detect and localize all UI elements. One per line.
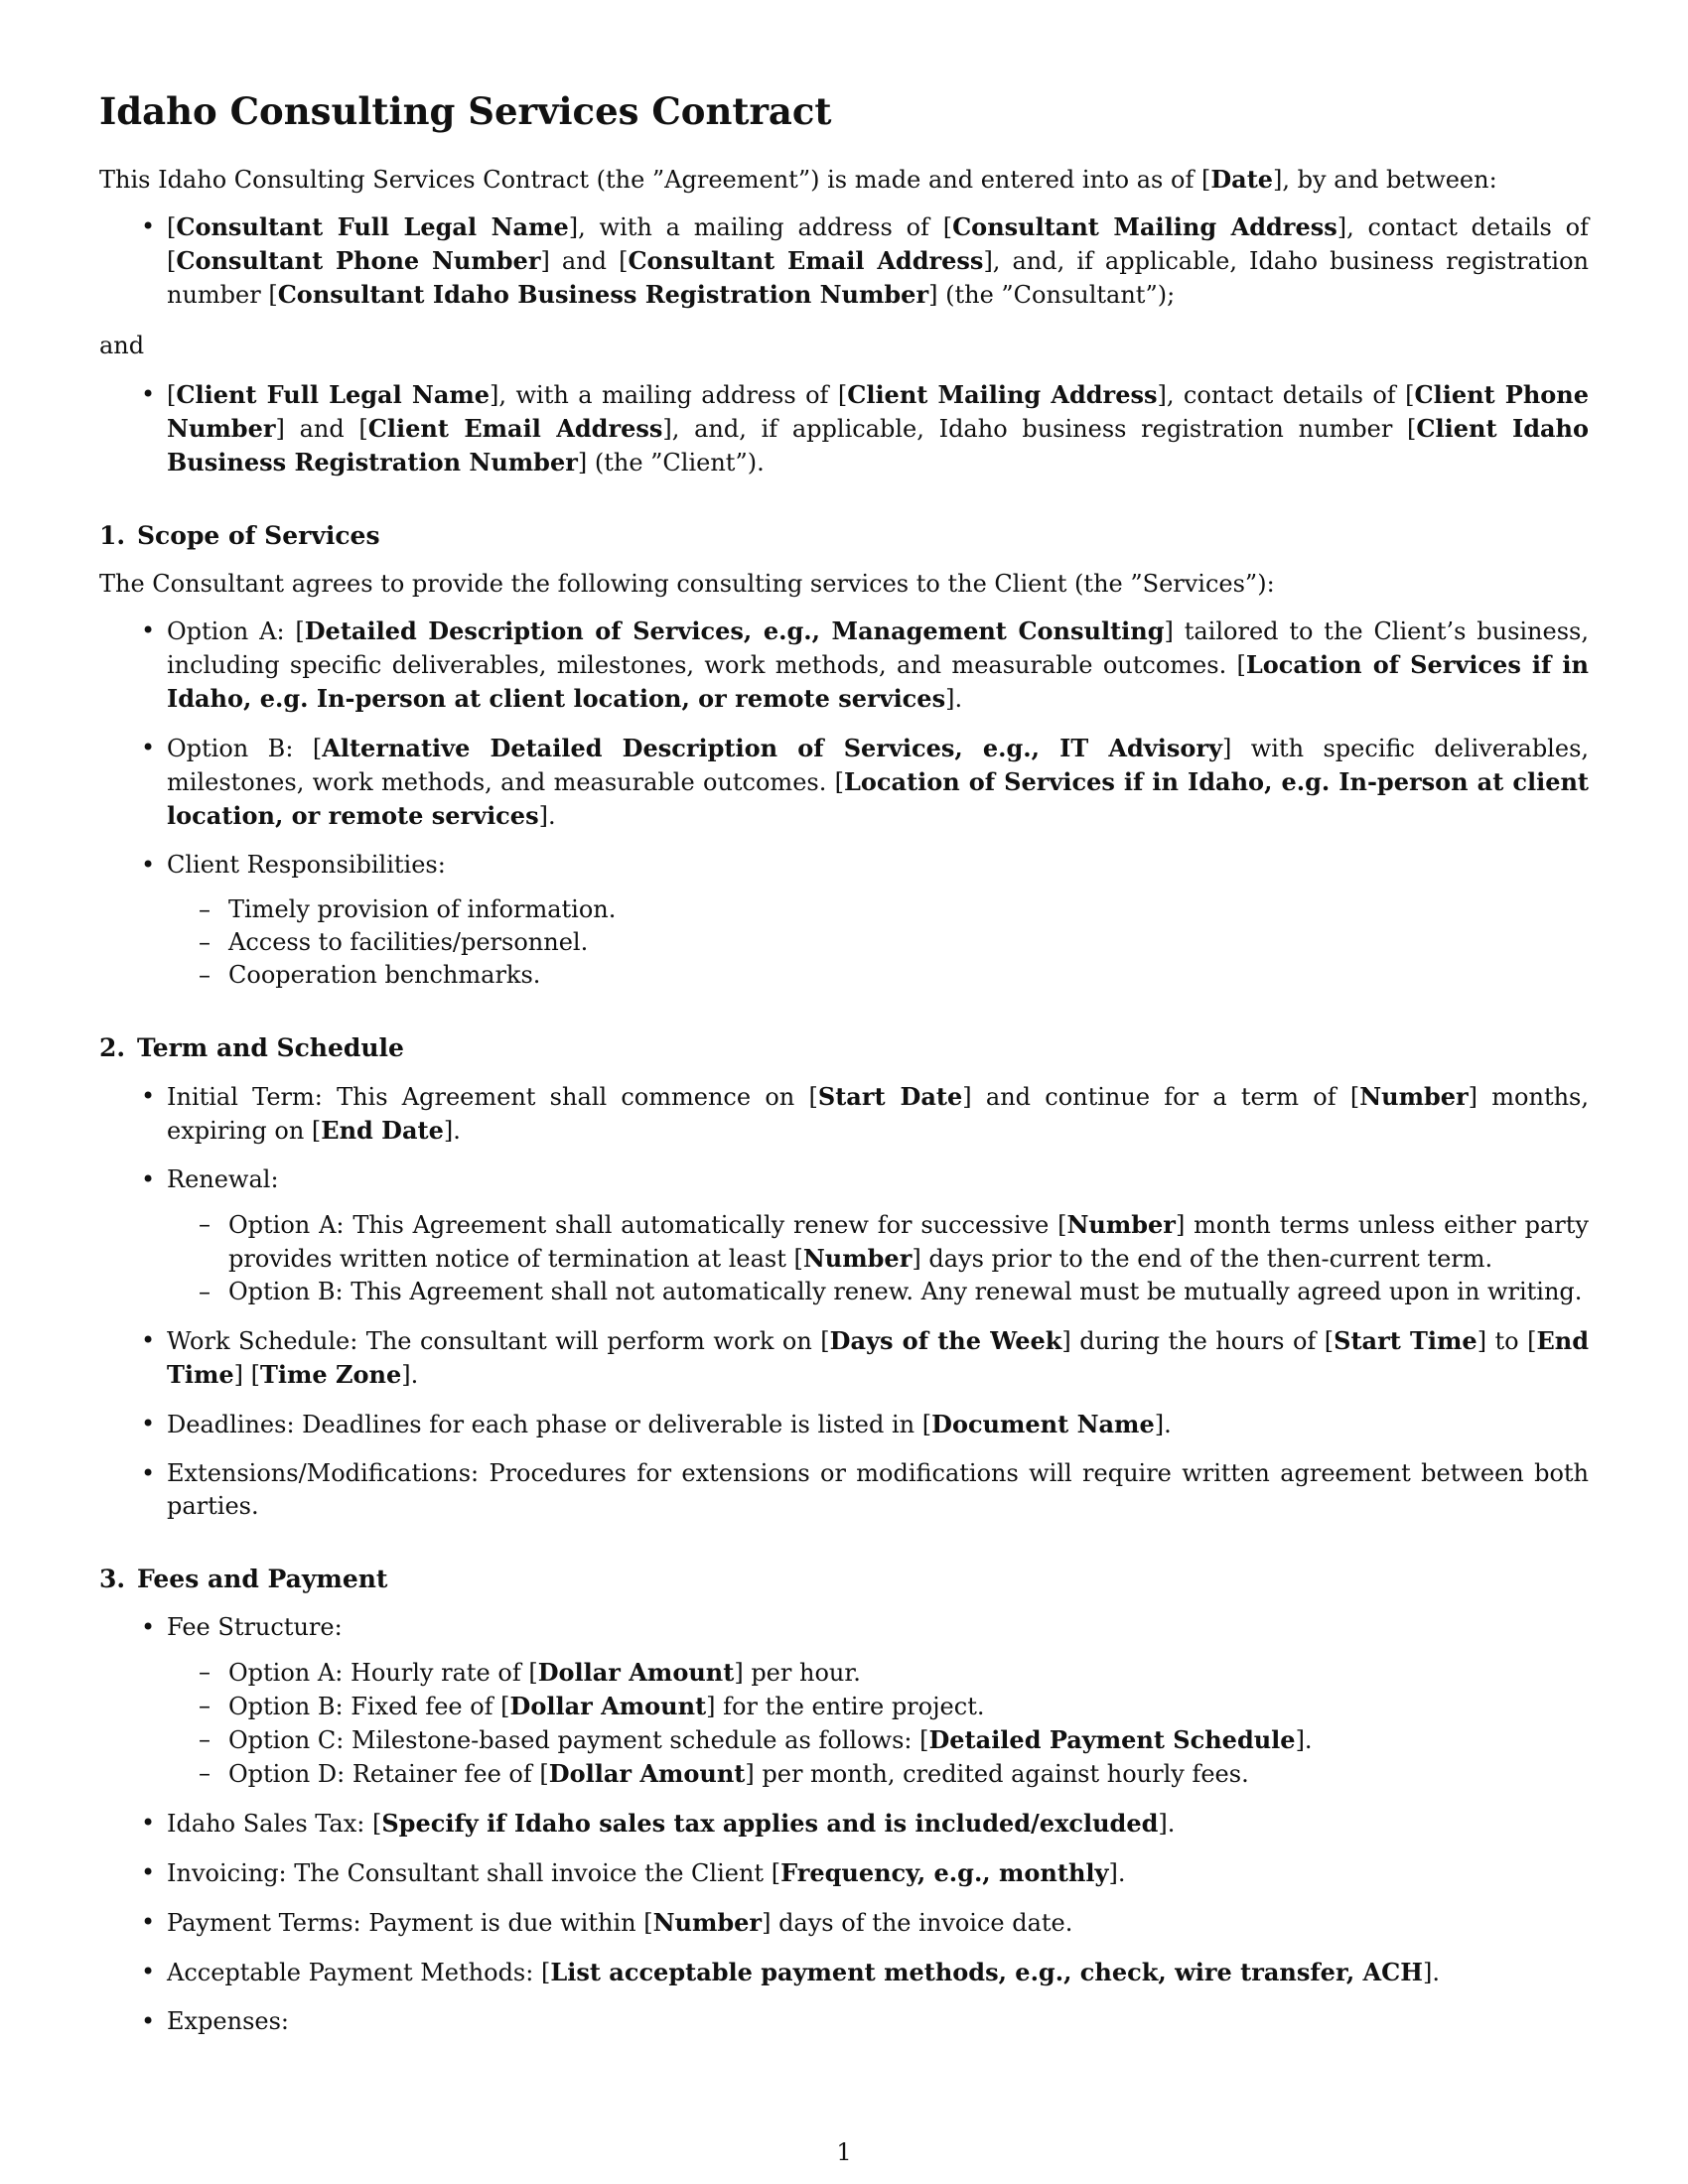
bullet-text: Option B: [Alternative Detailed Description of Services, e.g., IT Advisory] with specific deliverables, milestones, work methods, and measurable outcomes. [Location of Services if in Idaho, e.g. In-person at client location, or remote services]. xyxy=(167,734,1590,830)
sub-item: – Option A: This Agreement shall automatically renew for successive [Number] month terms unless either party provides written notice of termination at least [Number] days prior to the end of the then-current term. xyxy=(167,1208,1589,1276)
section-title: Fees and Payment xyxy=(137,1565,388,1593)
bullet-item xyxy=(99,2005,1589,2038)
section-bullet-list xyxy=(99,614,1589,992)
and-connector: and xyxy=(99,332,145,359)
placeholder-field: Detailed Payment Schedule xyxy=(928,1725,1296,1754)
sub-item: – Option C: Milestone-based payment schedule as follows: [Detailed Payment Schedule]. xyxy=(167,1723,1589,1757)
placeholder-field: Days of the Week xyxy=(829,1326,1062,1355)
placeholder-field: Consultant Full Legal Name xyxy=(176,212,569,241)
placeholder-field: Frequency, e.g., monthly xyxy=(780,1858,1109,1887)
placeholder-field: Location of Services if in Idaho, e.g. In-person at client location, or remote services xyxy=(167,650,1589,713)
bullet-text: Acceptable Payment Methods: [List acceptable payment methods, e.g., check, wire transfer, ACH]. xyxy=(167,1958,1440,1986)
bullet-text: Invoicing: The Consultant shall invoice the Client [Frequency, e.g., monthly]. xyxy=(167,1858,1126,1887)
section-title: Term and Schedule xyxy=(137,1033,404,1062)
bullet-item xyxy=(99,1457,1589,1523)
placeholder-field: Client Idaho Business Registration Number xyxy=(167,414,1589,477)
bullet-item xyxy=(99,1408,1589,1441)
sub-item: – Option D: Retainer fee of [Dollar Amount] per month, credited against hourly fees. xyxy=(167,1757,1589,1791)
bullet-text: Deadlines: Deadlines for each phase or deliverable is listed in [Document Name]. xyxy=(167,1410,1172,1438)
bullet-item xyxy=(99,1906,1589,1940)
sub-item: – Option B: This Agreement shall not automatically renew. Any renewal must be mutually agreed upon in writing. xyxy=(167,1276,1589,1308)
section-title: Scope of Services xyxy=(137,521,380,550)
sub-item: – Cooperation benchmarks. xyxy=(167,959,1589,992)
bullet-text: Idaho Sales Tax: [Specify if Idaho sales tax applies and is included/excluded]. xyxy=(167,1809,1176,1838)
bullet-item xyxy=(99,732,1589,833)
bullet-item xyxy=(99,1807,1589,1841)
bullet-text: Fee Structure: xyxy=(167,1613,343,1641)
placeholder-field: Consultant Phone Number xyxy=(176,246,541,275)
placeholder-field: Consultant Email Address xyxy=(628,246,984,275)
placeholder-field: Location of Services if in Idaho, e.g. In-person at client location, or remote services xyxy=(167,767,1589,830)
placeholder-field: Dollar Amount xyxy=(548,1759,746,1788)
section-paragraph: The Consultant agrees to provide the following consulting services to the Client (the ”Services”): xyxy=(99,570,1275,598)
sections-container xyxy=(99,519,1589,2038)
placeholder-field: Start Time xyxy=(1334,1326,1477,1355)
placeholder-field: Time Zone xyxy=(260,1360,402,1389)
client-party-item: • [Client Full Legal Name], with a mailing address of [Client Mailing Address], contact details of [Client Phone Number] and [Client Email Address], and, if applicable, Idaho business registration number [Client Idaho Business Registration Number] (the ”Client”). xyxy=(99,378,1589,479)
section-bullet-list xyxy=(99,1611,1589,2038)
sub-list xyxy=(167,1208,1589,1308)
placeholder-field: Alternative Detailed Description of Services, e.g., IT Advisory xyxy=(322,734,1222,762)
placeholder-field: Document Name xyxy=(931,1410,1155,1438)
placeholder-field: Consultant Idaho Business Registration Number xyxy=(277,280,929,309)
placeholder-field: Start Date xyxy=(817,1082,963,1111)
document-title: Idaho Consulting Services Contract xyxy=(99,89,832,133)
bullet-item xyxy=(99,614,1589,716)
placeholder-field: Consultant Mailing Address xyxy=(952,212,1337,241)
bullet-item xyxy=(99,1324,1589,1392)
sub-item: – Option B: Fixed fee of [Dollar Amount] for the entire project. xyxy=(167,1690,1589,1723)
section-number: 2. xyxy=(99,1033,126,1062)
bullet-item xyxy=(99,1080,1589,1148)
document-page xyxy=(99,89,1589,2056)
placeholder-field: Number xyxy=(1066,1210,1176,1239)
placeholder-field: List acceptable payment methods, e.g., check, wire transfer, ACH xyxy=(550,1958,1423,1986)
page-number: 1 xyxy=(836,2138,852,2166)
consultant-party-item: • [Consultant Full Legal Name], with a mailing address of [Consultant Mailing Address], contact details of [Consultant Phone Number] and [Consultant Email Address], and, if applicable, Idaho business registration number [Consultant Idaho Business Registration Number] (the ”Consultant”); xyxy=(99,210,1589,312)
sub-item: – Access to facilities/personnel. xyxy=(167,926,1589,959)
bullet-text: Work Schedule: The consultant will perform work on [Days of the Week] during the hours of [Start Time] to [End Time] [Time Zone]. xyxy=(167,1326,1590,1389)
party-list-client xyxy=(99,378,1589,479)
placeholder-field: Date xyxy=(1210,165,1274,194)
bullet-item xyxy=(99,1956,1589,1989)
bullet-text: Expenses: xyxy=(167,2007,289,2035)
bullet-item xyxy=(99,1611,1589,1791)
section-heading xyxy=(99,1563,1589,1595)
bullet-text: Payment Terms: Payment is due within [Number] days of the invoice date. xyxy=(167,1908,1073,1937)
intro-paragraph: This Idaho Consulting Services Contract (the ”Agreement”) is made and entered into as of [Date], by and between: xyxy=(99,165,1497,194)
placeholder-field: Client Email Address xyxy=(367,414,663,443)
bullet-text: Renewal: xyxy=(167,1165,279,1193)
section-number: 3. xyxy=(99,1565,126,1593)
bullet-item xyxy=(99,1856,1589,1890)
bullet-text: Option A: [Detailed Description of Services, e.g., Management Consulting] tailored to the Client’s business, including specific deliverables, milestones, work methods, and measurable outcomes. [Location of Services if in Idaho, e.g. In-person at client location, or remote services]. xyxy=(167,616,1589,713)
placeholder-field: Client Phone Number xyxy=(167,380,1590,443)
party-list-consultant xyxy=(99,210,1589,312)
placeholder-field: Client Mailing Address xyxy=(847,380,1158,409)
bullet-text: Extensions/Modifications: Procedures for extensions or modifications will require written agreement between both parties. xyxy=(167,1459,1589,1520)
placeholder-field: Dollar Amount xyxy=(509,1692,707,1720)
sub-item: – Timely provision of information. xyxy=(167,893,1589,926)
bullet-text: Initial Term: This Agreement shall commence on [Start Date] and continue for a term of [Number] months, expiring on [End Date]. xyxy=(167,1082,1589,1145)
placeholder-field: Dollar Amount xyxy=(537,1658,735,1687)
section-bullet-list xyxy=(99,1080,1589,1523)
sub-list xyxy=(167,893,1589,992)
bullet-text: Client Responsibilities: xyxy=(167,851,446,879)
placeholder-field: Specify if Idaho sales tax applies and is included/excluded xyxy=(381,1809,1159,1838)
bullet-item xyxy=(99,1163,1589,1308)
placeholder-field: Number xyxy=(1359,1082,1469,1111)
placeholder-field: Number xyxy=(802,1244,913,1273)
placeholder-field: Detailed Description of Services, e.g., Management Consulting xyxy=(304,616,1165,645)
section-number: 1. xyxy=(99,521,126,550)
section-heading xyxy=(99,1031,1589,1064)
placeholder-field: Number xyxy=(652,1908,763,1937)
placeholder-field: End Date xyxy=(321,1116,444,1145)
sub-item: – Option A: Hourly rate of [Dollar Amount] per hour. xyxy=(167,1656,1589,1690)
placeholder-field: End Time xyxy=(167,1326,1590,1389)
placeholder-field: Client Full Legal Name xyxy=(176,380,491,409)
bullet-item xyxy=(99,849,1589,992)
sub-list xyxy=(167,1656,1589,1791)
section-heading xyxy=(99,519,1589,552)
